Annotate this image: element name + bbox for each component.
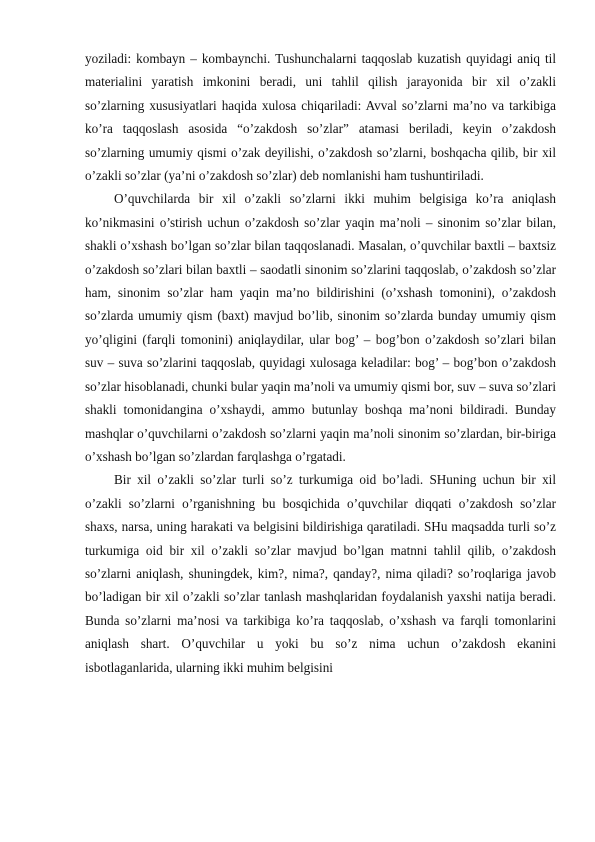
paragraph: O’quvchilarda bir xil o’zakli so’zlarni ikki muhim belgisiga ko’ra aniqlash ko’nikmasini o’stirish uchun o’zakdosh so’zlar yaqin ma’noli – sinonim so’zlar bilan, shakli o’xshash bo’lgan so’zlar bilan taqqoslanadi. Masalan, o’quvchilar baxtli – baxtsiz o’zakdosh so’zlari bilan baxtli – saodatli sinonim so’zlarini taqqoslab, o’zakdosh so’zlar ham, sinonim so’zlar ham yaqin ma’no bildirishini (o’xshash tomonini), o’zakdosh so’zlarda umumiy qism (baxt) mavjud bo’lib, sinonim so’zlarda bunday umumiy qism yo’qligini (farqli tomonini) aniqlaydilar, ular bog’ – bog’bon o’zakdosh so’zlari bilan suv – suva so’zlarini taqqoslab, quyidagi xulosaga keladilar: bog’ – bog’bon o’zakdosh so’zlar hisoblanadi, chunki bular yaqin ma’noli va umumiy qismi bor, suv – suva so’zlari shakli tomonidangina o’xshaydi, ammo butunlay boshqa ma’noni bildiradi. Bunday mashqlar o’quvchilarni o’zakdosh so’zlarni yaqin ma’noli sinonim so’zlardan, bir-biriga o’xshash bo’lgan so’zlardan farqlashga o’rgatadi. (85, 191, 556, 464)
paragraph-continuation: yoziladi: kombayn – kombaynchi. Tushunchalarni taqqoslab kuzatish quyidagi aniq til materialini yaratish imkonini beradi, uni tahlil qilish jarayonida bir xil o’zakli so’zlarning xususiyatlari haqida xulosa chiqariladi: Avval so’zlarni ma’no va tarkibiga ko’ra taqqoslash asosida “o’zakdosh so’zlar” atamasi beriladi, keyin o’zakdosh so’zlarning umumiy qismi o’zak deyilishi, o’zakdosh so’zlarni, boshqacha qilib, bir xil o’zakli so’zlar (ya’ni o’zakdosh so’zlar) deb nomlanishi ham tushuntiriladi. (85, 51, 556, 184)
paragraph: Bir xil o’zakli so’zlar turli so’z turkumiga oid bo’ladi. SHuning uchun bir xil o’zakli so’zlarni o’rganishning bu bosqichida o’quvchilar diqqati o’zakdosh so’zlar shaxs, narsa, uning harakati va belgisini bildirishiga qaratiladi. SHu maqsadda turli so’z turkumiga oid bir xil o’zakli so’zlar mavjud bo’lgan matnni tahlil qilib, o’zakdosh so’zlarni aniqlash, shuningdek, kim?, nima?, qanday?, nima qiladi? so’roqlariga javob bo’ladigan bir xil o’zakli so’zlar tanlash mashqlaridan foydalanish yaxshi natija beradi. Bunda so’zlarni ma’nosi va tarkibiga ko’ra taqqoslab, o’xshash va farqli tomonlarini aniqlash shart. O’quvchilar u yoki bu so’z nima uchun o’zakdosh ekanini isbotlaganlarida, ularning ikki muhim belgisini (85, 472, 556, 675)
body-text (85, 47, 556, 679)
